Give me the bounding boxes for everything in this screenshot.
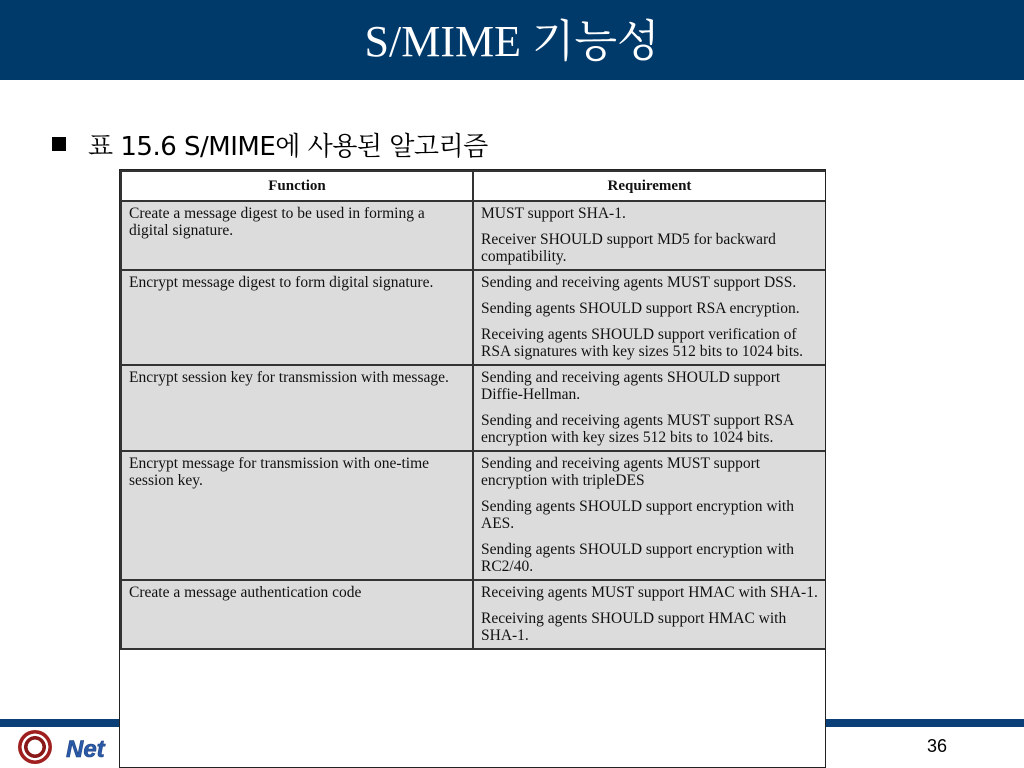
requirement-text: Sending and receiving agents MUST support DSS. — [481, 274, 797, 291]
algorithms-table — [119, 169, 826, 768]
requirement-text: Receiving agents SHOULD support HMAC with SHA-1. — [481, 610, 787, 644]
table-header-row — [121, 171, 826, 201]
requirement-cell — [473, 451, 826, 580]
table-row — [121, 451, 826, 580]
bullet-text: 표 15.6 S/MIME에 사용된 알고리즘 — [88, 131, 488, 162]
header-requirement: Requirement — [473, 171, 826, 201]
square-bullet-icon — [52, 137, 66, 151]
page-number: 36 — [926, 736, 948, 756]
university-seal-icon — [18, 730, 52, 764]
function-cell: Encrypt session key for transmission with message. — [121, 365, 473, 451]
requirement-cell — [473, 580, 826, 649]
requirement-cell — [473, 201, 826, 270]
logo-word-text: Net — [66, 736, 105, 763]
function-cell: Encrypt message for transmission with one-time session key. — [121, 451, 473, 580]
requirement-text: MUST support SHA-1. — [481, 205, 626, 222]
function-cell: Encrypt message digest to form digital signature. — [121, 270, 473, 365]
table-row — [121, 365, 826, 451]
algorithms-table-grid — [120, 170, 826, 650]
requirement-text: Sending and receiving agents SHOULD support Diffie-Hellman. — [481, 369, 781, 403]
requirement-text: Sending and receiving agents MUST support RSA encryption with key sizes 512 bits to 1024 bits. — [481, 412, 794, 446]
requirement-text: Sending agents SHOULD support encryption with RC2/40. — [481, 541, 794, 575]
table-row — [121, 580, 826, 649]
requirement-text: Receiving agents MUST support HMAC with SHA-1. — [481, 584, 818, 601]
slide-title: S/MIME 기능성 — [364, 17, 660, 66]
table-row — [121, 270, 826, 365]
bullet-item — [52, 126, 488, 162]
requirement-cell — [473, 365, 826, 451]
requirement-text: Sending agents SHOULD support RSA encryption. — [481, 300, 800, 317]
requirement-text: Sending and receiving agents MUST support encryption with tripleDES — [481, 455, 761, 489]
requirement-text: Receiver SHOULD support MD5 for backward compatibility. — [481, 231, 776, 265]
table-body — [121, 201, 826, 649]
function-cell: Create a message authentication code — [121, 580, 473, 649]
network-logo — [64, 733, 116, 763]
header-function: Function — [121, 171, 473, 201]
function-cell: Create a message digest to be used in forming a digital signature. — [121, 201, 473, 270]
requirement-cell — [473, 270, 826, 365]
requirement-text: Receiving agents SHOULD support verification of RSA signatures with key sizes 512 bits to 1024 bits. — [481, 326, 804, 360]
table-row — [121, 201, 826, 270]
requirement-text: Sending agents SHOULD support encryption with AES. — [481, 498, 794, 532]
